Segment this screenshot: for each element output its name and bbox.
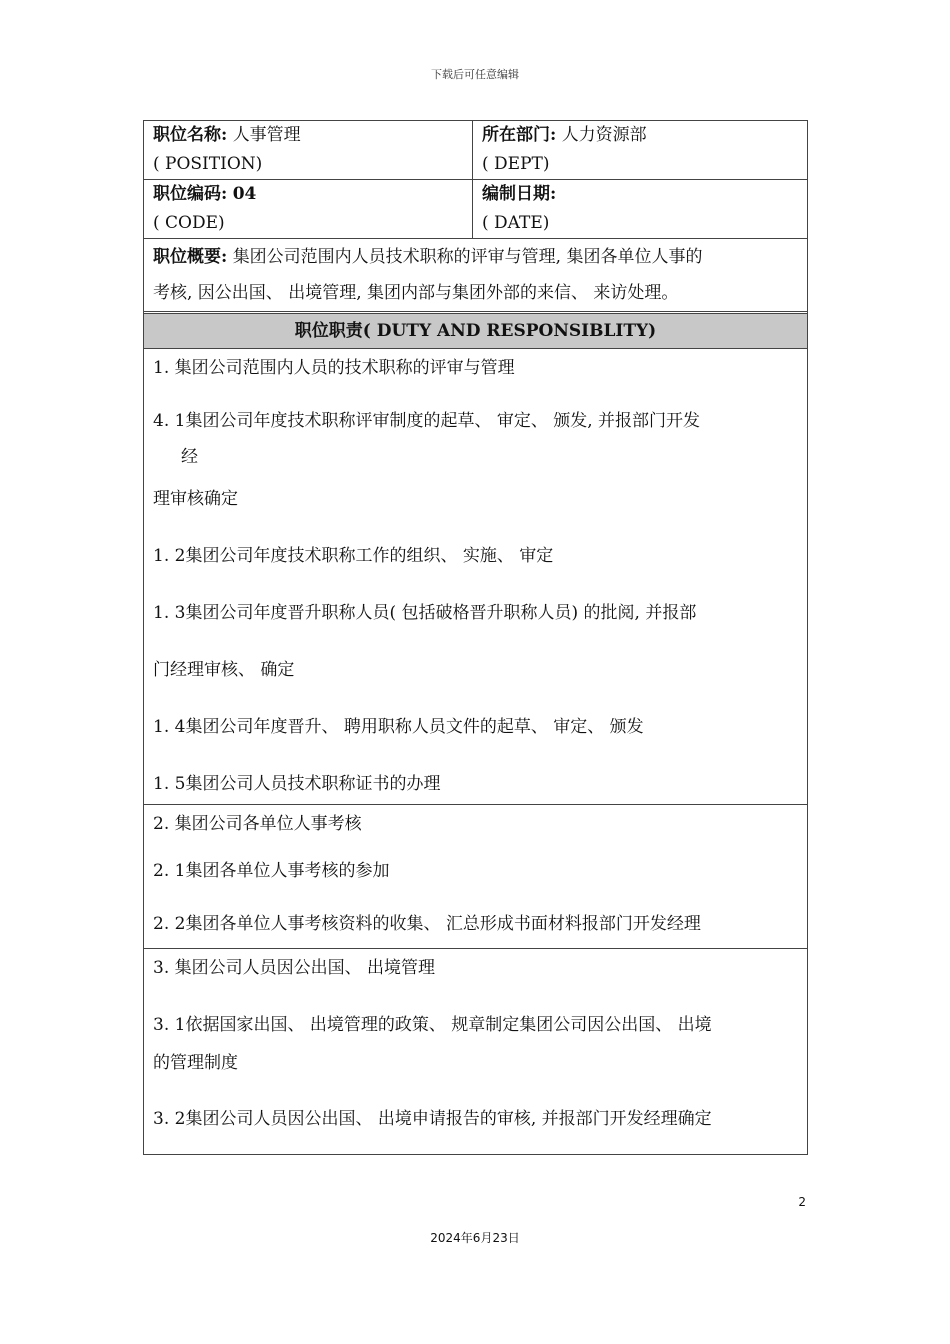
- dept-cell: [473, 121, 807, 179]
- list-item: 4. 1集团公司年度技术职称评审制度的起草、 审定、 颁发, 并报部门开发: [153, 411, 701, 431]
- list-item: 门经理审核、 确定: [153, 660, 295, 680]
- duty-section-2: [144, 805, 807, 949]
- info-row-1: [144, 121, 807, 180]
- section-title: 1. 集团公司范围内人员的技术职称的评审与管理: [153, 358, 515, 378]
- date-label: 编制日期:: [482, 184, 557, 204]
- summary-line-2: 考核, 因公出国、 出境管理, 集团内部与集团外部的来信、 来访处理。: [153, 283, 679, 303]
- code-value: 04: [232, 184, 257, 204]
- list-item: 经: [181, 447, 198, 467]
- date-en: ( DATE): [482, 213, 550, 233]
- list-item: 1. 2集团公司年度技术职称工作的组织、 实施、 审定: [153, 546, 554, 566]
- list-item: 的管理制度: [153, 1053, 238, 1073]
- list-item: 理审核确定: [153, 489, 238, 509]
- list-item: 3. 1依据国家出国、 出境管理的政策、 规章制定集团公司因公出国、 出境: [153, 1015, 712, 1035]
- position-value: 人事管理: [232, 125, 301, 145]
- header-note: 下载后可任意编辑: [431, 68, 519, 81]
- dept-en: ( DEPT): [482, 154, 550, 174]
- list-item: 1. 5集团公司人员技术职称证书的办理: [153, 774, 441, 794]
- section-title: 2. 集团公司各单位人事考核: [153, 814, 362, 834]
- section-title: 3. 集团公司人员因公出国、 出境管理: [153, 958, 436, 978]
- info-row-2: [144, 180, 807, 239]
- dept-value: 人力资源部: [561, 125, 647, 145]
- page-number: 2: [798, 1195, 806, 1209]
- summary-line-1: 集团公司范围内人员技术职称的评审与管理, 集团各单位人事的: [232, 247, 703, 267]
- code-cell: [144, 180, 473, 238]
- position-label: 职位名称:: [153, 125, 228, 145]
- dept-label: 所在部门:: [482, 125, 557, 145]
- list-item: 1. 3集团公司年度晋升职称人员( 包括破格晋升职称人员) 的批阅, 并报部: [153, 603, 697, 623]
- list-item: 2. 1集团各单位人事考核的参加: [153, 861, 390, 881]
- position-en: ( POSITION): [153, 154, 263, 174]
- duty-section-3: [144, 949, 807, 1154]
- job-description-table: [143, 120, 808, 1155]
- job-summary: [144, 239, 807, 314]
- date-cell: [473, 180, 807, 238]
- duty-section-1: [144, 349, 807, 805]
- list-item: 1. 4集团公司年度晋升、 聘用职称人员文件的起草、 审定、 颁发: [153, 717, 644, 737]
- code-label: 职位编码:: [153, 184, 228, 204]
- list-item: 3. 2集团公司人员因公出国、 出境申请报告的审核, 并报部门开发经理确定: [153, 1109, 712, 1129]
- duty-header: 职位职责( DUTY AND RESPONSIBLITY): [144, 314, 807, 349]
- list-item: 2. 2集团各单位人事考核资料的收集、 汇总形成书面材料报部门开发经理: [153, 914, 701, 934]
- summary-label: 职位概要:: [153, 247, 228, 267]
- position-cell: [144, 121, 473, 179]
- code-en: ( CODE): [153, 213, 225, 233]
- footer-date: 2024年6月23日: [430, 1231, 520, 1245]
